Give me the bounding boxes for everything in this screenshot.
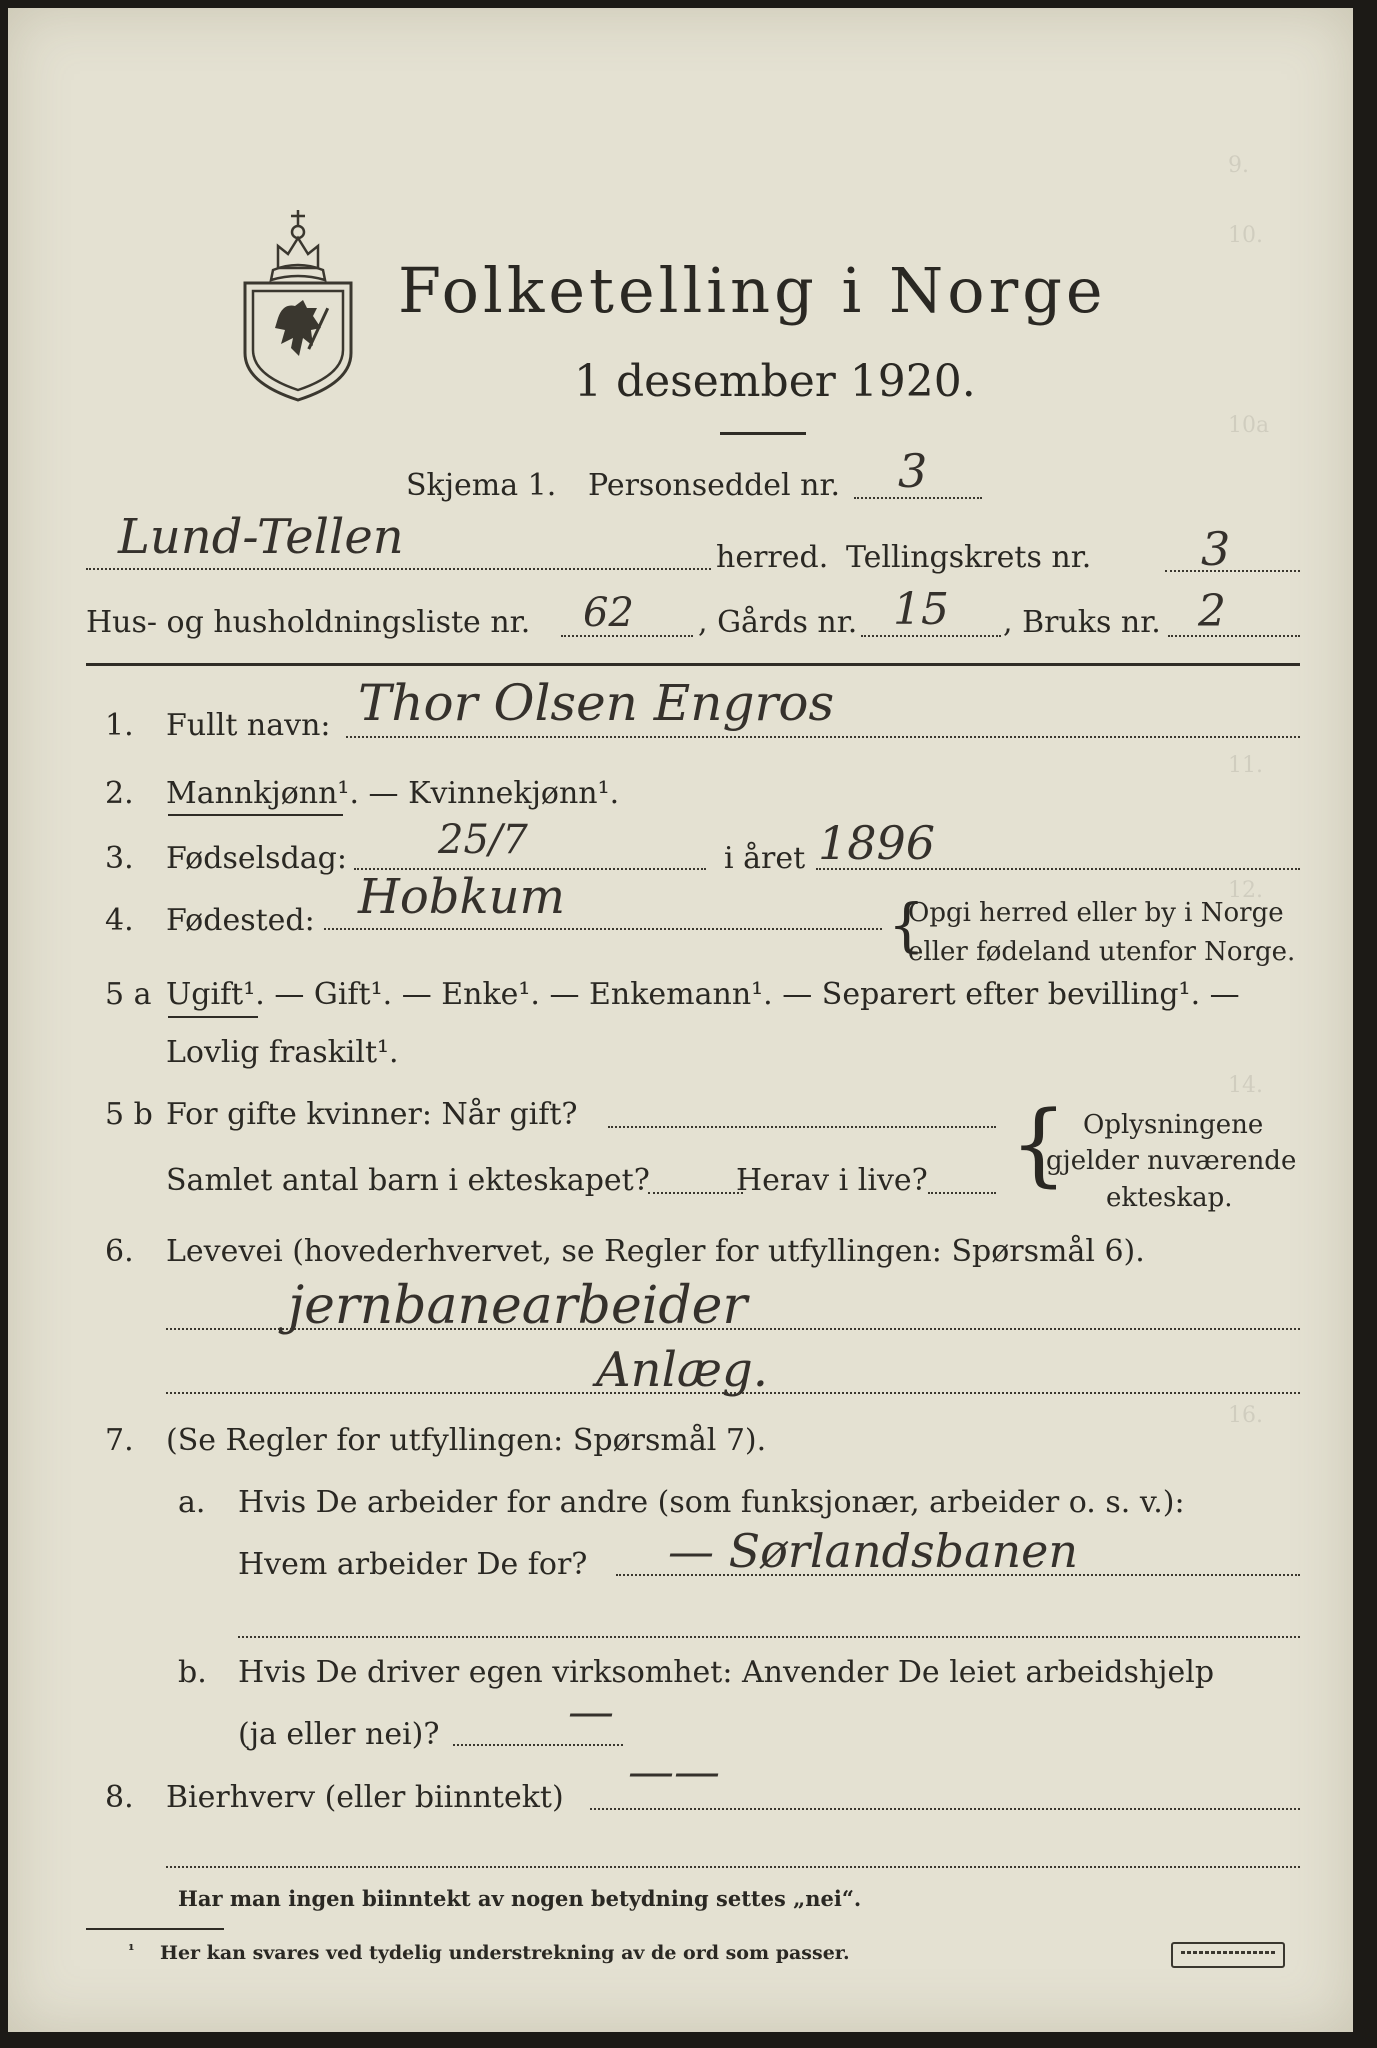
- herred-value[interactable]: Lund-Tellen: [118, 509, 404, 565]
- q3-number: 3.: [105, 841, 134, 876]
- bruks-value[interactable]: 2: [1198, 586, 1226, 637]
- norwegian-coat-of-arms-logo: [233, 188, 363, 403]
- q2-number: 2.: [105, 776, 134, 811]
- q7-number: 7.: [105, 1423, 134, 1458]
- q1-number: 1.: [105, 708, 134, 743]
- q5b-brace: {: [1010, 1092, 1068, 1197]
- q1-full-name[interactable]: Thor Olsen Engros: [358, 674, 835, 732]
- q8-number: 8.: [105, 1780, 134, 1815]
- q7a-extra-line: [238, 1636, 1300, 1638]
- census-date: 1 desember 1920.: [574, 356, 976, 407]
- q4-line: [324, 928, 882, 930]
- census-form-page: 9. 10. 10a 11. 12. 14. 16. Folketelling i Norge 1 desember 1920. Skjema 1. Personseddel nr. 3 Lund-Tellen herred. Tellingskrets nr. 3 Hus- og husholdningsliste nr. 62 , Gårds nr. 15 , Bruks nr. 2 1. Fullt navn: Thor Olsen Engros 2. Mannkjønn¹. — Kvinnekjønn¹. 3. Fødselsdag: 25/7 i året 1896 4. Fødested: Hobkum { Opgi herred eller by i Norge eller fødeland utenfor Norge. 5 a Ugift¹. — Gift¹. — Enke¹. — Enkemann¹. — Separert efter bevilling¹. — Lovlig fraskilt¹. 5 b For gifte kvinner: Når gift? Samlet antal barn i ekteskapet? Herav i live? { Oplysningene gjelder nuværende ekteskap. 6. Levevei (hovederhvervet, se Regler for utfyllingen: Spørsmål 6). jernbanearbeider Anlæg. 7. (Se Regler for utfyllingen: Spørsmål 7). a. Hvis De arbeider for andre (som funksjonær, arbeider o. s. v.): Hvem arbeider De for? — Sørlandsbanen b. Hvis De driver egen virksomhet: Anvender De leiet arbeidshjelp (ja eller nei)? — 8. Bierhverv (eller biinntekt) —— Har man ingen biinntekt av nogen betydning settes „nei“. ¹ Her kan svares ved tydelig understrekning av de ord som passer.: [8, 8, 1353, 2032]
- q7b-answer[interactable]: —: [568, 1684, 614, 1738]
- q5b-alive-line: [928, 1192, 996, 1194]
- tellingskrets-line: [1165, 570, 1300, 572]
- tellingskrets-label: Tellingskrets nr.: [846, 540, 1092, 575]
- no-income-note: Har man ingen biinntekt av nogen betydning settes „nei“.: [178, 1886, 862, 1911]
- husliste-value[interactable]: 62: [583, 590, 634, 636]
- q5b-label: For gifte kvinner: Når gift?: [166, 1097, 578, 1132]
- q5a-marital-options-2[interactable]: Lovlig fraskilt¹.: [166, 1035, 399, 1070]
- q5b-number: 5 b: [105, 1097, 153, 1132]
- bruks-label: , Bruks nr.: [1003, 605, 1161, 640]
- q7a-label: Hvis De arbeider for andre (som funksjonær, arbeider o. s. v.):: [238, 1485, 1185, 1520]
- q7b-line: [453, 1744, 623, 1746]
- q8-label: Bierhverv (eller biinntekt): [166, 1780, 564, 1815]
- q7a-letter: a.: [178, 1485, 206, 1520]
- q6-line-2: [166, 1392, 1300, 1394]
- q1-line: [346, 736, 1300, 738]
- q6-occupation-2[interactable]: Anlæg.: [596, 1342, 769, 1398]
- q8-answer[interactable]: ——: [628, 1744, 720, 1798]
- q4-note-line2: eller fødeland utenfor Norge.: [908, 937, 1296, 967]
- q5a-ugift-underline: [168, 1016, 258, 1018]
- gards-value[interactable]: 15: [893, 584, 949, 635]
- q4-birthplace[interactable]: Hobkum: [358, 869, 565, 925]
- q2-mannkjonn-underline: [168, 814, 343, 816]
- q5b-note-2: gjelder nuværende: [1046, 1146, 1297, 1176]
- q5b-note-3: ekteskap.: [1106, 1183, 1233, 1213]
- footnote-mark: ¹: [128, 1941, 135, 1959]
- q1-label: Fullt navn:: [166, 708, 331, 743]
- q4-brace: {: [888, 891, 925, 959]
- q2-sex-options[interactable]: Mannkjønn¹. — Kvinnekjønn¹.: [166, 776, 620, 811]
- personseddel-label: Personseddel nr.: [588, 468, 841, 503]
- footnote-text: Her kan svares ved tydelig understrekning av de ord som passer.: [160, 1942, 850, 1964]
- q6-number: 6.: [105, 1234, 134, 1269]
- bruks-line: [1168, 635, 1300, 637]
- q4-label: Fødested:: [166, 903, 315, 938]
- q7a-employer-label: Hvem arbeider De for?: [238, 1547, 588, 1582]
- q6-line-1: [166, 1328, 1300, 1330]
- q3-year-label: i året: [724, 841, 806, 876]
- q7b-label: Hvis De driver egen virksomhet: Anvender De leiet arbeidshjelp: [238, 1655, 1215, 1690]
- footnote-separator: [86, 1928, 224, 1930]
- q4-note-line1: Opgi herred eller by i Norge: [908, 898, 1284, 928]
- skjema-label: Skjema 1.: [406, 468, 557, 503]
- gards-line: [861, 635, 1001, 637]
- q5a-number: 5 a: [105, 977, 152, 1012]
- form-title: Folketelling i Norge: [398, 254, 1107, 327]
- q7b-label-2: (ja eller nei)?: [238, 1717, 440, 1752]
- gards-label: , Gårds nr.: [698, 605, 858, 640]
- personseddel-value[interactable]: 3: [898, 444, 928, 498]
- q5b-children-label: Samlet antal barn i ekteskapet?: [166, 1163, 650, 1198]
- q6-label: Levevei (hovederhvervet, se Regler for utfyllingen: Spørsmål 6).: [166, 1234, 1145, 1269]
- title-divider: [720, 432, 806, 435]
- q8-extra-line: [166, 1866, 1300, 1868]
- q3-birth-year[interactable]: 1896: [818, 816, 936, 870]
- q7b-letter: b.: [178, 1655, 207, 1690]
- tellingskrets-value[interactable]: 3: [1201, 522, 1231, 576]
- husliste-label: Hus- og husholdningsliste nr.: [86, 605, 531, 640]
- q5b-children-line: [648, 1192, 743, 1194]
- q3-birth-date[interactable]: 25/7: [438, 817, 528, 863]
- printer-stamp: [1171, 1942, 1285, 1968]
- herred-label: herred.: [716, 540, 829, 575]
- q4-number: 4.: [105, 903, 134, 938]
- herred-line: [86, 568, 711, 570]
- q5b-note-1: Oplysningene: [1083, 1110, 1264, 1140]
- q7-label: (Se Regler for utfyllingen: Spørsmål 7).: [166, 1423, 767, 1458]
- header-separator: [86, 663, 1300, 666]
- q5b-married-line: [608, 1126, 996, 1128]
- q5b-alive-label: Herav i live?: [736, 1163, 928, 1198]
- q6-occupation[interactable]: jernbanearbeider: [288, 1276, 748, 1336]
- q8-line: [590, 1808, 1300, 1810]
- q3-label: Fødselsdag:: [166, 841, 347, 876]
- q7a-employer[interactable]: — Sørlandsbanen: [668, 1524, 1078, 1578]
- q5a-marital-options[interactable]: Ugift¹. — Gift¹. — Enke¹. — Enkemann¹. — Separert efter bevilling¹. —: [166, 977, 1240, 1012]
